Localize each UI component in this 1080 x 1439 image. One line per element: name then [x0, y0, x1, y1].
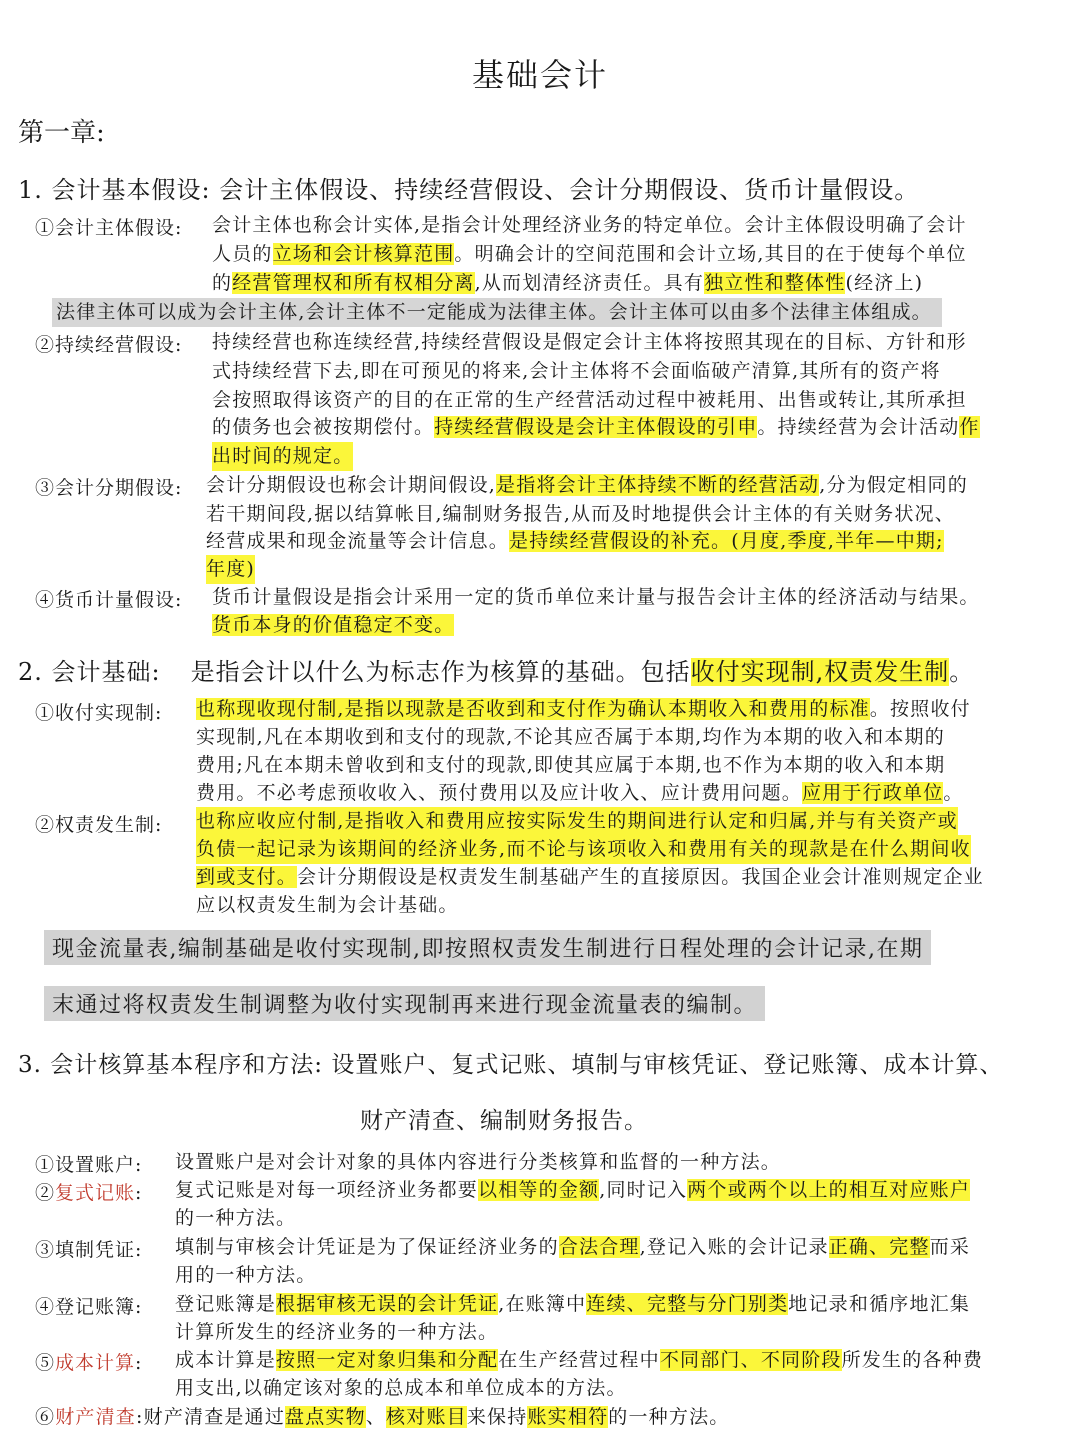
entity-line-3: 的经营管理权和所有权相分离,从而划清经济责任。具有独立性和整体性(经济上) [212, 272, 924, 294]
setup-accounts-line-1: 设置账户是对会计对象的具体内容进行分类核算和监督的一种方法。 [175, 1151, 782, 1173]
inventory-count-label: 财产清查 [55, 1406, 137, 1428]
going-concern-label: ②持续经营假设: [35, 334, 183, 356]
highlight: 收付实现制,权责发生制 [690, 658, 950, 686]
highlight: 经营管理权和所有权相分离 [232, 272, 475, 294]
highlight: 独立性和整体性 [704, 272, 846, 294]
cash-line-4: 费用。不必考虑预收收入、预付费用以及应计收入、应计费用问题。应用于行政单位。 [196, 782, 964, 804]
costing-label: ⑤成本计算: [35, 1352, 143, 1374]
document-title: 基础会计 [471, 56, 608, 94]
section-1-heading: 1. 会计基本假设: 会计主体假设、持续经营假设、会计分期假设、货币计量假设。 [18, 176, 920, 204]
highlight: 根据审核无误的会计凭证 [276, 1293, 499, 1315]
cash-flow-gray-note-2: 末通过将权责发生制调整为收付实现制再来进行现金流量表的编制。 [44, 986, 765, 1021]
accrual-line-4: 应以权责发生制为会计基础。 [196, 894, 459, 916]
double-entry-line-1: 复式记账是对每一项经济业务都要以相等的金额,同时记入两个或两个以上的相互对应账户 [175, 1179, 971, 1201]
period-line-3: 经营成果和现金流量等会计信息。是持续经营假设的补充。(月度,季度,半年—中期; [206, 530, 944, 552]
setup-accounts-label: ①设置账户: [35, 1154, 143, 1176]
highlight: 持续经营假设是会计主体假设的引申 [434, 416, 758, 438]
inventory-count-line: ⑥财产清查:财产清查是通过盘点实物、核对账目来保持账实相符的一种方法。 [35, 1406, 730, 1428]
accrual-basis-label: ②权责发生制: [35, 814, 163, 836]
double-entry-line-2: 的一种方法。 [175, 1207, 297, 1229]
going-line-5: 出时间的规定。 [212, 442, 353, 471]
highlight: 是指将会计主体持续不断的经营活动 [496, 474, 820, 496]
highlight: 以相等的金额 [478, 1179, 600, 1201]
vouchers-line-1: 填制与审核会计凭证是为了保证经济业务的合法合理,登记入账的会计记录正确、完整而采 [175, 1236, 971, 1258]
period-line-1: 会计分期假设也称会计期间假设,是指将会计主体持续不断的经营活动,分为假定相同的 [206, 474, 968, 496]
highlight: 账实相符 [527, 1406, 609, 1428]
money-assumption-label: ④货币计量假设: [35, 589, 183, 611]
accrual-line-3: 到或支付。会计分期假设是权责发生制基础产生的直接原因。我国企业会计准则规定企业 [196, 866, 984, 888]
highlight: 应用于行政单位 [802, 782, 944, 804]
vouchers-label: ③填制凭证: [35, 1239, 143, 1261]
highlight: 两个或两个以上的相互对应账户 [687, 1179, 971, 1201]
double-entry-label: ②复式记账: [35, 1182, 143, 1204]
highlight: 盘点实物 [285, 1406, 366, 1428]
highlight: 是持续经营假设的补充。(月度,季度,半年—中期; [509, 530, 944, 552]
going-line-3: 会按照取得该资产的目的在正常的生产经营活动过程中被耗用、出售或转让,其所承担 [212, 389, 967, 411]
money-line-1: 货币计量假设是指会计采用一定的货币单位来计量与报告会计主体的经济活动与结果。 [212, 586, 980, 608]
highlight: 作 [959, 416, 980, 438]
section-2-heading: 2. 会计基础: 是指会计以什么为标志作为核算的基础。包括收付实现制,权责发生制。 [18, 658, 975, 686]
going-line-4: 的债务也会被按期偿付。持续经营假设是会计主体假设的引申。持续经营为会计活动作 [212, 416, 980, 438]
highlight: 正确、完整 [828, 1236, 930, 1258]
highlight: 连续、完整与分门别类 [586, 1293, 789, 1315]
period-line-2: 若干期间段,据以结算帐目,编制财务报告,从而及时地提供会计主体的有关财务状况、 [206, 503, 955, 525]
chapter-heading: 第一章: [18, 118, 105, 148]
period-assumption-label: ③会计分期假设: [35, 477, 183, 499]
ledger-line-2: 计算所发生的经济业务的一种方法。 [175, 1321, 499, 1343]
entity-line-1: 会计主体也称会计实体,是指会计处理经济业务的特定单位。会计主体假设明确了会计 [212, 214, 967, 236]
money-line-2 [212, 611, 454, 640]
accrual-line-1: 也称应收应付制,是指收入和费用应按实际发生的期间进行认定和归属,并与有关资产或 [196, 807, 958, 836]
entity-gray-note: 法律主体可以成为会计主体,会计主体不一定能成为法律主体。会计主体可以由多个法律主体组成。 [52, 298, 942, 327]
highlight: 按照一定对象归集和分配 [276, 1349, 499, 1371]
highlight: 到或支付。 [196, 866, 298, 888]
costing-line-2: 用支出,以确定该对象的总成本和单位成本的方法。 [175, 1377, 627, 1399]
highlight: 合法合理 [558, 1236, 640, 1258]
vouchers-line-2: 用的一种方法。 [175, 1264, 317, 1286]
highlight: 核对账目 [386, 1406, 467, 1428]
going-line-2: 式持续经营下去,即在可预见的将来,会计主体将不会面临破产清算,其所有的资产将 [212, 360, 941, 382]
costing-line-1: 成本计算是按照一定对象归集和分配在生产经营过程中不同部门、不同阶段所发生的各种费 [175, 1349, 984, 1371]
accrual-line-2: 负债一起记录为该期间的经济业务,而不论与该项收入和费用有关的现款是在什么期间收 [196, 835, 971, 864]
ledger-label: ④登记账簿: [35, 1296, 143, 1318]
going-line-1: 持续经营也称连续经营,持续经营假设是假定会计主体将按照其现在的目标、方针和形 [212, 331, 967, 353]
highlight: 货币本身的价值稳定不变。 [212, 614, 455, 636]
section-3-heading-line-2: 财产清查、编制财务报告。 [360, 1108, 648, 1134]
cash-basis-label: ①收付实现制: [35, 702, 163, 724]
cash-line-2: 实现制,凡在本期收到和支付的现款,不论其应否属于本期,均作为本期的收入和本期的 [196, 726, 945, 748]
entity-line-2: 人员的立场和会计核算范围。明确会计的空间范围和会计立场,其目的在于使每个单位 [212, 243, 967, 265]
cash-line-1: 也称现收现付制,是指以现款是否收到和支付作为确认本期收入和费用的标准。按照收付 [196, 698, 971, 720]
period-line-4: 年度) [206, 555, 255, 584]
entity-assumption-label: ①会计主体假设: [35, 217, 183, 239]
cash-flow-gray-note-1: 现金流量表,编制基础是收付实现制,即按照权责发生制进行日程处理的会计记录,在期 [44, 930, 931, 965]
cash-line-3: 费用;凡在本期未曾收到和支付的现款,即使其应属于本期,也不作为本期的收入和本期 [196, 754, 946, 776]
section-3-heading-line-1: 3. 会计核算基本程序和方法: 设置账户、复式记账、填制与审核凭证、登记账簿、成本计算、 [18, 1052, 1004, 1078]
ledger-line-1: 登记账簿是根据审核无误的会计凭证,在账簿中连续、完整与分门别类地记录和循序地汇集 [175, 1293, 971, 1315]
highlight: 不同部门、不同阶段 [659, 1349, 842, 1371]
highlight: 立场和会计核算范围 [272, 243, 455, 265]
highlight: 也称现收现付制,是指以现款是否收到和支付作为确认本期收入和费用的标准 [196, 698, 870, 720]
